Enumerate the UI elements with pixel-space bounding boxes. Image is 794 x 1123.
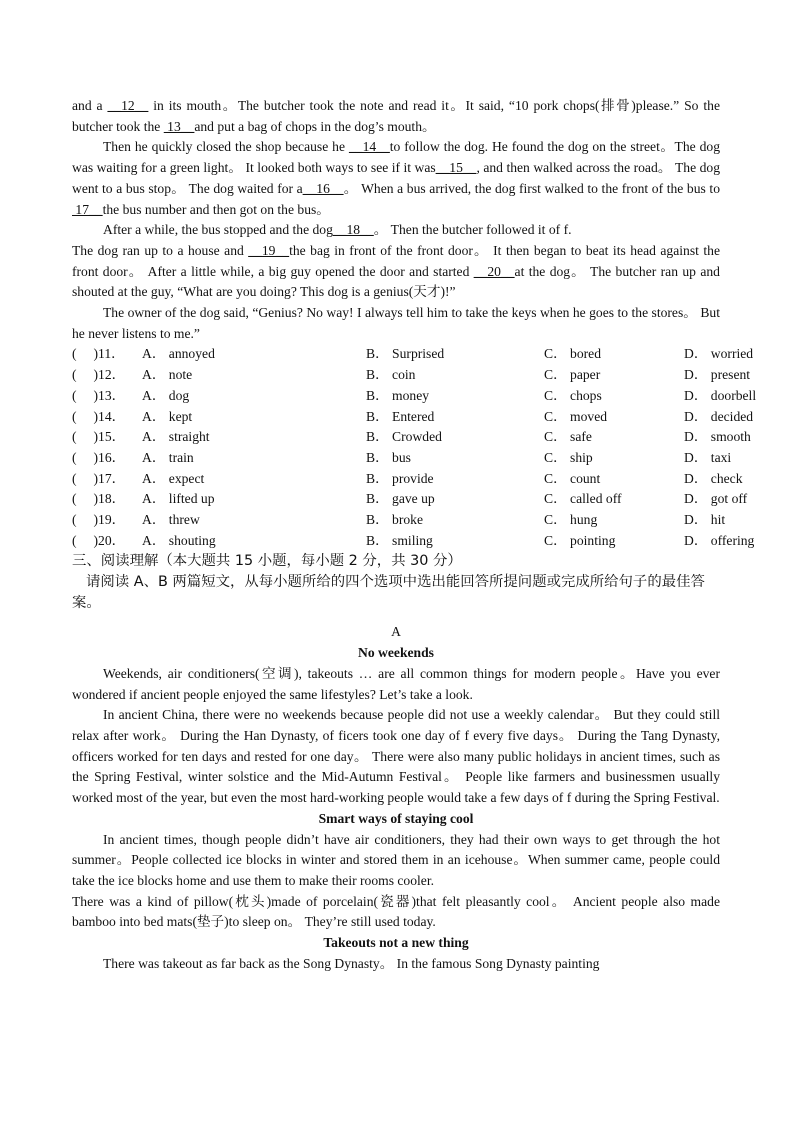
option-a: A． expect	[142, 470, 205, 486]
question-number[interactable]: ( )15．	[72, 429, 126, 445]
option-a: A． straight	[142, 429, 210, 445]
option-d: D． present	[684, 367, 751, 383]
cloze-text: to follow the dog. He found the dog on the street。The dog was waiting for a green light。 It looked both ways to see if it was	[72, 139, 720, 176]
question-number[interactable]: ( )20．	[72, 532, 126, 548]
cloze-paragraph-4	[72, 241, 720, 303]
option-c: C． chops	[544, 387, 602, 403]
subheading-staying-cool: Smart ways of staying cool	[318, 810, 474, 826]
option-row	[72, 365, 720, 386]
option-d: D． check	[684, 470, 743, 486]
option-row	[72, 386, 720, 407]
option-d: D． decided	[684, 408, 754, 424]
blank-17: 17__	[72, 201, 103, 217]
blank-19: __19__	[248, 242, 290, 258]
question-number[interactable]: ( )14．	[72, 408, 126, 424]
question-number[interactable]: ( )18．	[72, 491, 126, 507]
blank-14: __14__	[348, 139, 390, 155]
cloze-paragraph-1	[72, 96, 720, 137]
blank-12: __12__	[107, 98, 149, 113]
question-number[interactable]: ( )11．	[72, 346, 125, 362]
cloze-text: and put a bag of chops in the dog’s mouth。	[194, 118, 436, 134]
option-row	[72, 427, 720, 448]
option-d: D． taxi	[684, 449, 732, 465]
option-b: B． bus	[366, 449, 411, 465]
reading-paragraph: There was takeout as far back as the Song Dynasty。 In the famous Song Dynasty painting	[103, 955, 600, 971]
option-c: C． pointing	[544, 532, 616, 548]
cloze-paragraph-5: The owner of the dog said, “Genius? No way! I always tell him to take the keys when he goes to the stores。 But he never listens to me.”	[72, 305, 720, 341]
cloze-text: in its mouth。The butcher took the note and read it。It said, “10 pork chops(排骨)please.” So the butcher took the	[72, 98, 720, 134]
passage-label: A	[391, 624, 401, 640]
question-number[interactable]: ( )19．	[72, 512, 126, 528]
reading-paragraph: In ancient China, there were no weekends because people did not use a weekly calendar。 But they could still relax after work。 During the Han Dynasty, of ficers took one day of f every five days。 During the Tang Dynasty, officers worked for ten days and rested for one day。 There were also many public holidays in ancient times, such as the Spring Festival, winter solstice and the Mid-Autumn Festival。 People like farmers and businessmen usually worked most of the year, but even the most hard-working people would take a few days of f during the Spring Festival.	[72, 707, 720, 806]
section-instructions: 请阅读 A、B 两篇短文，从每小题所给的四个选项中选出能回答所提问题或完成所给句子的最佳答案。	[72, 574, 705, 612]
cloze-paragraph-2	[72, 137, 720, 220]
subheading-no-weekends: No weekends	[358, 645, 434, 661]
cloze-paragraph-3	[72, 220, 720, 241]
option-a: A． dog	[142, 387, 190, 403]
subheading-takeouts: Takeouts not a new thing	[323, 935, 469, 951]
option-a: A． train	[142, 449, 194, 465]
option-a: A． note	[142, 367, 193, 383]
blank-15: __15__	[435, 160, 477, 176]
option-d: D． worried	[684, 346, 754, 362]
option-c: C． moved	[544, 408, 608, 424]
option-c: C． safe	[544, 429, 592, 445]
option-b: B． Entered	[366, 408, 435, 424]
exam-page	[72, 96, 757, 974]
cloze-text: The dog ran up to a house and	[72, 242, 244, 258]
option-b: B． smiling	[366, 532, 433, 548]
cloze-text: , and then walked across the road。 The dog went to a bus stop。 The dog waited for a	[72, 160, 720, 196]
blank-13: 13__	[163, 118, 195, 134]
blank-20: __20__	[473, 263, 515, 279]
option-row	[72, 531, 720, 552]
option-c: C． hung	[544, 512, 598, 528]
question-number[interactable]: ( )17．	[72, 470, 126, 486]
option-b: B． provide	[366, 470, 434, 486]
option-row	[72, 448, 720, 469]
option-a: A． shouting	[142, 532, 216, 548]
option-d: D． smooth	[684, 429, 751, 445]
option-row	[72, 489, 720, 510]
cloze-text: at the dog。 The butcher ran up and shouted at the guy, “What are you doing? This dog is a genius(天才)!”	[72, 263, 720, 300]
question-number[interactable]: ( )13．	[72, 387, 126, 403]
option-row	[72, 510, 720, 531]
cloze-text: the bag in front of the front door。 It then began to beat its head against the front door。 After a little while, a big guy opened the door and started	[72, 242, 720, 279]
cloze-text: 。 Then the butcher followed it of f.	[373, 222, 572, 238]
option-c: C． paper	[544, 367, 601, 383]
option-b: B． Surprised	[366, 346, 445, 362]
cloze-text: Then he quickly closed the shop because he	[103, 139, 346, 155]
option-b: B． coin	[366, 367, 416, 383]
question-number[interactable]: ( )12．	[72, 367, 126, 383]
option-row	[72, 344, 720, 365]
options-table	[72, 344, 757, 551]
option-a: A． lifted up	[142, 491, 215, 507]
section-heading: 三、阅读理解（本大题共 15 小题，每小题 2 分，共 30 分）	[72, 553, 462, 570]
option-a: A． kept	[142, 408, 193, 424]
option-c: C． bored	[544, 346, 602, 362]
cloze-text: After a while, the bus stopped and the dog	[103, 222, 333, 238]
option-d: D． doorbell	[684, 387, 757, 403]
cloze-text: and a	[72, 98, 103, 113]
option-c: C． called off	[544, 491, 622, 507]
option-row	[72, 469, 720, 490]
blank-16: __16__	[302, 180, 344, 196]
option-d: D． offering	[684, 532, 755, 548]
option-a: A． threw	[142, 512, 200, 528]
cloze-text: the bus number and then got on the bus。	[102, 201, 330, 217]
option-d: D． hit	[684, 512, 726, 528]
option-c: C． count	[544, 470, 601, 486]
option-b: B． money	[366, 387, 430, 403]
option-row	[72, 407, 720, 428]
option-d: D． got off	[684, 491, 748, 507]
reading-paragraph: Weekends, air conditioners(空调), takeouts … are all common things for modern people。Have you ever wondered if ancient people enjoyed the same lifestyles? Let’s take a look.	[72, 665, 720, 702]
reading-paragraph: In ancient times, though people didn’t have air conditioners, they had their own ways to get through the hot summer。People collected ice blocks in winter and stored them in an icehouse。When summer came, people could take the ice blocks home and use them to make their rooms cooler.	[72, 831, 720, 888]
cloze-text: 。 When a bus arrived, the dog first walked to the front of the bus to	[343, 180, 721, 196]
question-number[interactable]: ( )16．	[72, 449, 126, 465]
option-b: B． broke	[366, 512, 424, 528]
option-b: B． gave up	[366, 491, 435, 507]
blank-18: __18__	[332, 222, 374, 238]
option-b: B． Crowded	[366, 429, 442, 445]
option-c: C． ship	[544, 449, 593, 465]
option-a: A． annoyed	[142, 346, 215, 362]
reading-paragraph: There was a kind of pillow(枕头)made of porcelain(瓷器)that felt pleasantly cool。 Ancient people also made bamboo into bed mats(垫子)to sleep on。 They’re still used today.	[72, 893, 720, 930]
